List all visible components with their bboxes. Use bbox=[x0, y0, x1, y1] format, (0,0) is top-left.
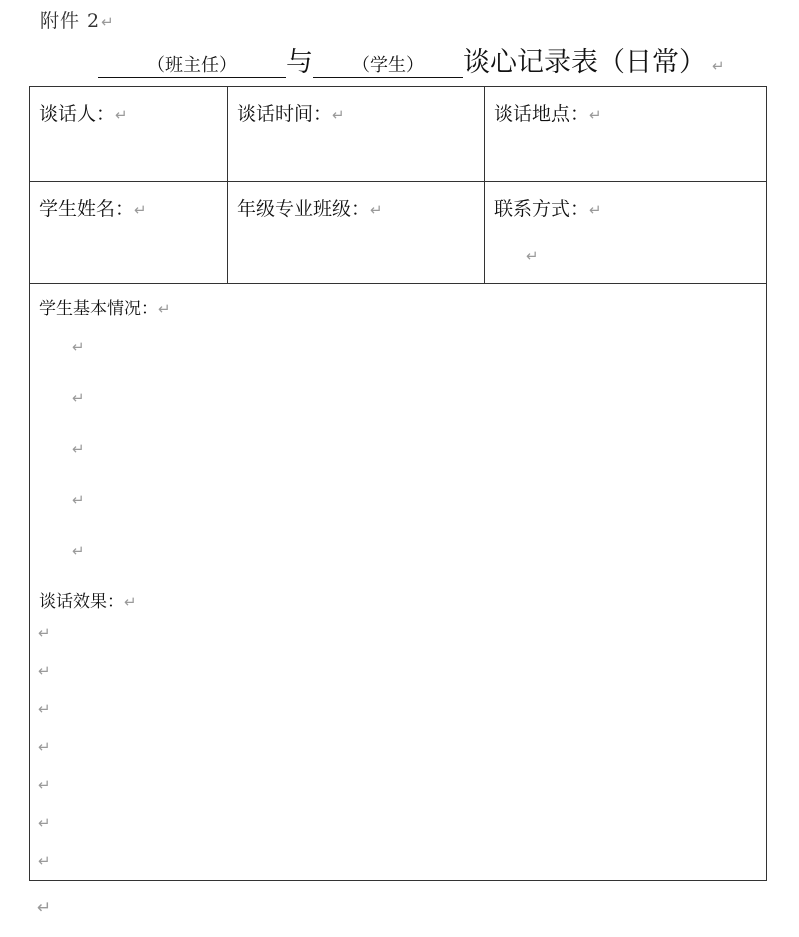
interview-time-field[interactable]: 谈话时间：↵ bbox=[237, 103, 345, 125]
paragraph-mark: ↵ bbox=[526, 247, 539, 265]
paragraph-mark: ↵ bbox=[72, 389, 85, 407]
paragraph-mark: ↵ bbox=[38, 852, 51, 870]
title-main: 谈心记录表（日常） bbox=[463, 47, 706, 78]
row-divider bbox=[30, 181, 766, 182]
title-connector: 与 bbox=[286, 47, 313, 78]
paragraph-mark: ↵ bbox=[72, 338, 85, 356]
paragraph-mark: ↵ bbox=[38, 700, 51, 718]
student-basic-info-label: 学生基本情况：↵ bbox=[39, 299, 171, 319]
paragraph-mark: ↵ bbox=[38, 776, 51, 794]
grade-major-class-field[interactable]: 年级专业班级：↵ bbox=[237, 198, 383, 220]
paragraph-mark: ↵ bbox=[37, 898, 52, 918]
attachment-label: 附件 2↵ bbox=[40, 10, 115, 32]
paragraph-mark: ↵ bbox=[72, 440, 85, 458]
interviewer-field[interactable]: 谈话人：↵ bbox=[39, 103, 128, 125]
paragraph-mark: ↵ bbox=[370, 201, 383, 219]
paragraph-mark: ↵ bbox=[712, 57, 725, 75]
row-divider bbox=[30, 283, 766, 284]
student-role: （学生） bbox=[352, 55, 424, 76]
record-table bbox=[29, 86, 767, 881]
column-divider bbox=[227, 87, 228, 283]
paragraph-mark: ↵ bbox=[589, 201, 602, 219]
paragraph-mark: ↵ bbox=[38, 662, 51, 680]
contact-field[interactable]: 联系方式：↵ bbox=[494, 198, 602, 220]
interview-location-field[interactable]: 谈话地点：↵ bbox=[494, 103, 602, 125]
page-title bbox=[98, 40, 725, 79]
paragraph-mark: ↵ bbox=[589, 106, 602, 124]
paragraph-mark: ↵ bbox=[72, 542, 85, 560]
interview-effect-label: 谈话效果：↵ bbox=[39, 592, 137, 612]
student-blank[interactable] bbox=[313, 51, 463, 78]
paragraph-mark: ↵ bbox=[115, 106, 128, 124]
paragraph-mark: ↵ bbox=[72, 491, 85, 509]
paragraph-mark: ↵ bbox=[332, 106, 345, 124]
teacher-role: （班主任） bbox=[147, 55, 237, 76]
teacher-blank[interactable] bbox=[98, 51, 286, 78]
paragraph-mark: ↵ bbox=[38, 814, 51, 832]
student-name-field[interactable]: 学生姓名：↵ bbox=[39, 198, 147, 220]
paragraph-mark: ↵ bbox=[158, 300, 171, 318]
column-divider bbox=[484, 87, 485, 283]
paragraph-mark: ↵ bbox=[134, 201, 147, 219]
paragraph-mark: ↵ bbox=[124, 593, 137, 611]
paragraph-mark: ↵ bbox=[38, 738, 51, 756]
paragraph-mark: ↵ bbox=[38, 624, 51, 642]
paragraph-mark: ↵ bbox=[101, 13, 115, 31]
